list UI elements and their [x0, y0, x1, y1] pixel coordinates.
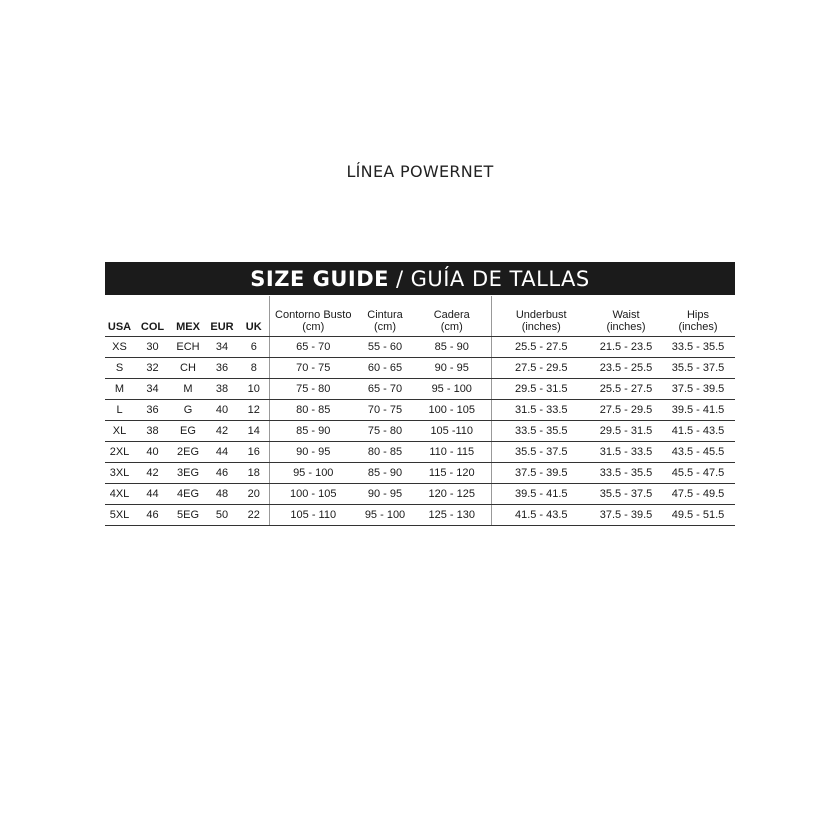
- cell-usa: XS: [105, 337, 134, 358]
- header-mex: MEX: [171, 296, 205, 337]
- cell-bust-cm: 80 - 85: [269, 400, 357, 421]
- cell-underbust-in: 29.5 - 31.5: [491, 379, 591, 400]
- cell-waist-cm: 90 - 95: [357, 484, 413, 505]
- cell-eur: 38: [205, 379, 239, 400]
- cell-bust-cm: 70 - 75: [269, 358, 357, 379]
- header-eur: EUR: [205, 296, 239, 337]
- banner-title-en: SIZE GUIDE: [250, 266, 389, 291]
- cell-bust-cm: 85 - 90: [269, 421, 357, 442]
- cell-hip-cm: 85 - 90: [413, 337, 491, 358]
- cell-hips-in: 35.5 - 37.5: [661, 358, 735, 379]
- cell-waist-in: 21.5 - 23.5: [591, 337, 661, 358]
- cell-usa: M: [105, 379, 134, 400]
- cell-eur: 46: [205, 463, 239, 484]
- table-row: [105, 505, 735, 526]
- cell-col: 32: [134, 358, 171, 379]
- header-underbust-in: Underbust (inches): [491, 296, 591, 337]
- cell-hip-cm: 110 - 115: [413, 442, 491, 463]
- header-hips-in: Hips (inches): [661, 296, 735, 337]
- cell-uk: 8: [239, 358, 269, 379]
- table-body: [105, 337, 735, 526]
- header-waist-in: Waist (inches): [591, 296, 661, 337]
- cell-bust-cm: 75 - 80: [269, 379, 357, 400]
- cell-col: 46: [134, 505, 171, 526]
- cell-uk: 20: [239, 484, 269, 505]
- cell-usa: L: [105, 400, 134, 421]
- cell-mex: M: [171, 379, 205, 400]
- cell-uk: 18: [239, 463, 269, 484]
- cell-usa: S: [105, 358, 134, 379]
- cell-mex: G: [171, 400, 205, 421]
- cell-waist-cm: 85 - 90: [357, 463, 413, 484]
- cell-waist-in: 31.5 - 33.5: [591, 442, 661, 463]
- cell-underbust-in: 41.5 - 43.5: [491, 505, 591, 526]
- cell-bust-cm: 100 - 105: [269, 484, 357, 505]
- cell-waist-cm: 55 - 60: [357, 337, 413, 358]
- cell-waist-cm: 70 - 75: [357, 400, 413, 421]
- cell-hip-cm: 115 - 120: [413, 463, 491, 484]
- cell-hips-in: 45.5 - 47.5: [661, 463, 735, 484]
- cell-eur: 42: [205, 421, 239, 442]
- cell-eur: 48: [205, 484, 239, 505]
- cell-eur: 36: [205, 358, 239, 379]
- cell-uk: 6: [239, 337, 269, 358]
- size-guide-banner: [105, 262, 735, 295]
- table-row: [105, 442, 735, 463]
- header-hip-cm: Cadera (cm): [413, 296, 491, 337]
- cell-waist-in: 25.5 - 27.5: [591, 379, 661, 400]
- cell-hip-cm: 95 - 100: [413, 379, 491, 400]
- cell-mex: CH: [171, 358, 205, 379]
- table-row: [105, 463, 735, 484]
- banner-title-es: GUÍA DE TALLAS: [410, 266, 590, 291]
- cell-eur: 50: [205, 505, 239, 526]
- cell-hips-in: 33.5 - 35.5: [661, 337, 735, 358]
- banner-separator: /: [395, 266, 404, 291]
- header-bust-cm: Contorno Busto (cm): [269, 296, 357, 337]
- cell-bust-cm: 105 - 110: [269, 505, 357, 526]
- cell-uk: 22: [239, 505, 269, 526]
- cell-bust-cm: 90 - 95: [269, 442, 357, 463]
- cell-eur: 34: [205, 337, 239, 358]
- cell-mex: ECH: [171, 337, 205, 358]
- cell-hip-cm: 125 - 130: [413, 505, 491, 526]
- cell-uk: 12: [239, 400, 269, 421]
- cell-hip-cm: 120 - 125: [413, 484, 491, 505]
- cell-waist-cm: 95 - 100: [357, 505, 413, 526]
- cell-waist-in: 33.5 - 35.5: [591, 463, 661, 484]
- cell-hip-cm: 90 - 95: [413, 358, 491, 379]
- cell-hips-in: 41.5 - 43.5: [661, 421, 735, 442]
- table-header-row: [105, 296, 735, 337]
- cell-mex: EG: [171, 421, 205, 442]
- cell-hips-in: 47.5 - 49.5: [661, 484, 735, 505]
- cell-usa: 3XL: [105, 463, 134, 484]
- table-row: [105, 421, 735, 442]
- cell-hips-in: 43.5 - 45.5: [661, 442, 735, 463]
- cell-waist-in: 37.5 - 39.5: [591, 505, 661, 526]
- cell-underbust-in: 37.5 - 39.5: [491, 463, 591, 484]
- cell-waist-cm: 60 - 65: [357, 358, 413, 379]
- table-row: [105, 358, 735, 379]
- header-uk: UK: [239, 296, 269, 337]
- cell-hip-cm: 100 - 105: [413, 400, 491, 421]
- cell-col: 36: [134, 400, 171, 421]
- table-row: [105, 337, 735, 358]
- header-usa: USA: [105, 296, 134, 337]
- cell-uk: 14: [239, 421, 269, 442]
- cell-bust-cm: 95 - 100: [269, 463, 357, 484]
- cell-col: 34: [134, 379, 171, 400]
- cell-waist-in: 29.5 - 31.5: [591, 421, 661, 442]
- table-row: [105, 484, 735, 505]
- cell-hip-cm: 105 -110: [413, 421, 491, 442]
- cell-underbust-in: 35.5 - 37.5: [491, 442, 591, 463]
- cell-uk: 16: [239, 442, 269, 463]
- cell-waist-in: 23.5 - 25.5: [591, 358, 661, 379]
- cell-col: 38: [134, 421, 171, 442]
- cell-col: 42: [134, 463, 171, 484]
- cell-usa: XL: [105, 421, 134, 442]
- cell-usa: 4XL: [105, 484, 134, 505]
- table-row: [105, 379, 735, 400]
- cell-bust-cm: 65 - 70: [269, 337, 357, 358]
- cell-col: 40: [134, 442, 171, 463]
- cell-uk: 10: [239, 379, 269, 400]
- cell-underbust-in: 25.5 - 27.5: [491, 337, 591, 358]
- cell-usa: 2XL: [105, 442, 134, 463]
- cell-waist-in: 35.5 - 37.5: [591, 484, 661, 505]
- header-waist-cm: Cintura (cm): [357, 296, 413, 337]
- cell-mex: 5EG: [171, 505, 205, 526]
- cell-col: 30: [134, 337, 171, 358]
- cell-underbust-in: 27.5 - 29.5: [491, 358, 591, 379]
- cell-waist-in: 27.5 - 29.5: [591, 400, 661, 421]
- cell-usa: 5XL: [105, 505, 134, 526]
- page-title: LÍNEA POWERNET: [346, 162, 494, 181]
- cell-underbust-in: 33.5 - 35.5: [491, 421, 591, 442]
- cell-mex: 3EG: [171, 463, 205, 484]
- table-row: [105, 400, 735, 421]
- cell-col: 44: [134, 484, 171, 505]
- cell-waist-cm: 65 - 70: [357, 379, 413, 400]
- size-table: [105, 296, 735, 526]
- cell-underbust-in: 39.5 - 41.5: [491, 484, 591, 505]
- cell-hips-in: 37.5 - 39.5: [661, 379, 735, 400]
- cell-hips-in: 49.5 - 51.5: [661, 505, 735, 526]
- cell-hips-in: 39.5 - 41.5: [661, 400, 735, 421]
- header-col: COL: [134, 296, 171, 337]
- cell-mex: 4EG: [171, 484, 205, 505]
- cell-eur: 44: [205, 442, 239, 463]
- cell-waist-cm: 80 - 85: [357, 442, 413, 463]
- cell-eur: 40: [205, 400, 239, 421]
- cell-underbust-in: 31.5 - 33.5: [491, 400, 591, 421]
- cell-waist-cm: 75 - 80: [357, 421, 413, 442]
- cell-mex: 2EG: [171, 442, 205, 463]
